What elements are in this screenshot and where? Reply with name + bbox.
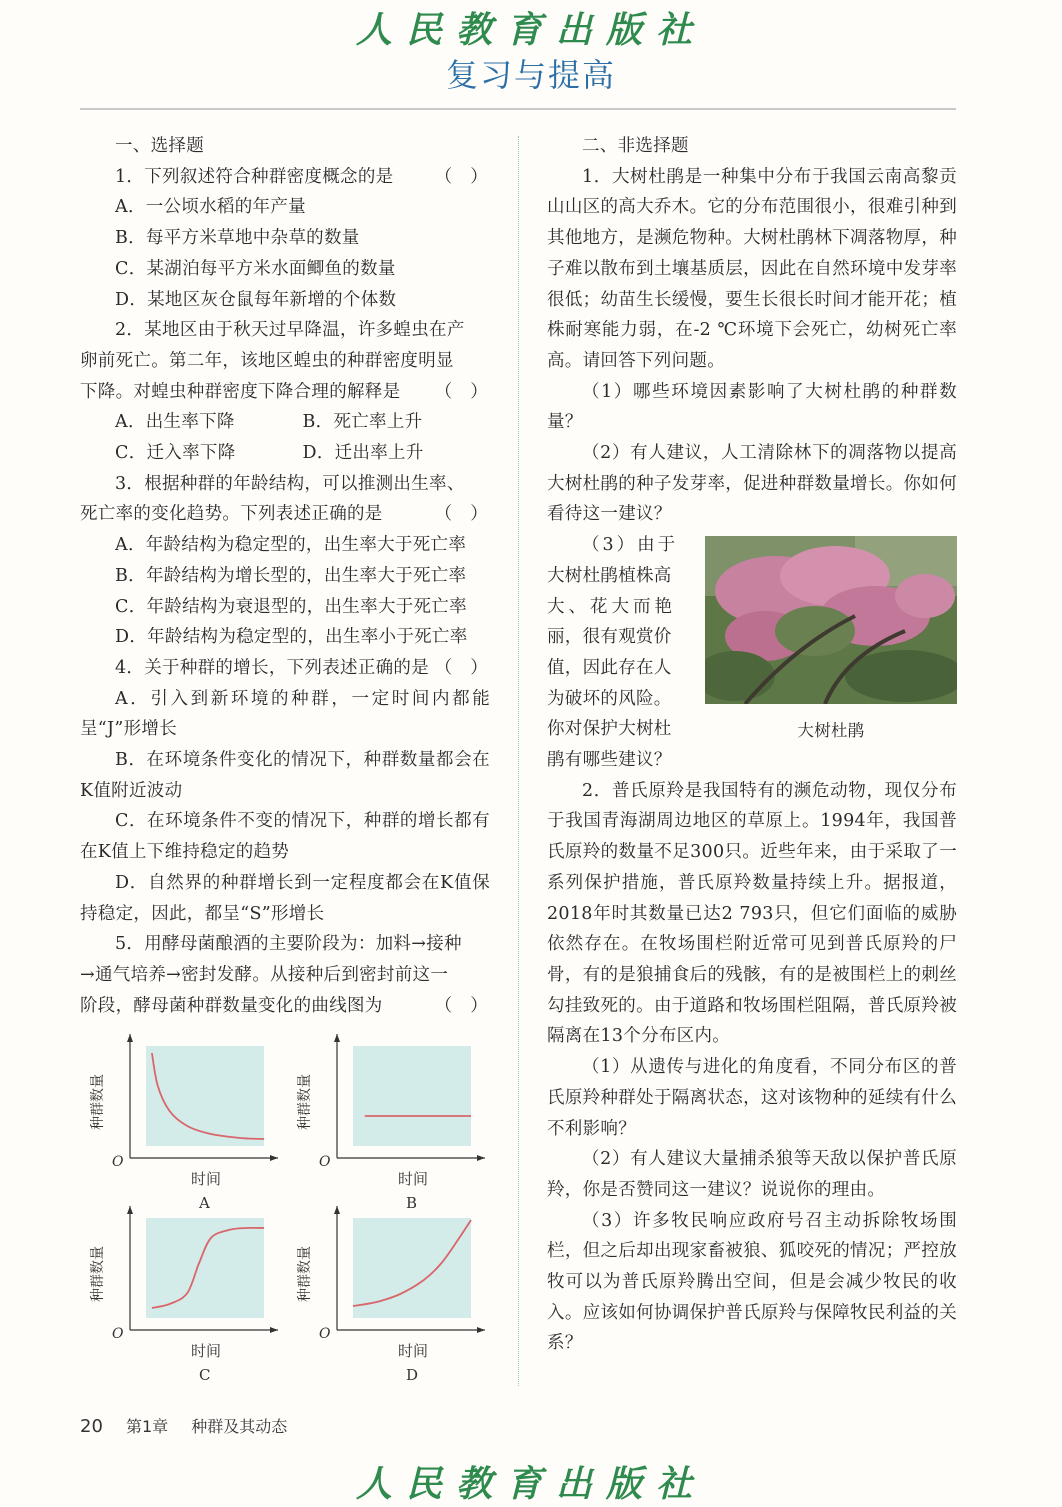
y-axis-label: 种群数量 — [90, 1246, 106, 1302]
r-q1-intro: 1．大树杜鹃是一种集中分布于我国云南高黎贡山山区的高大乔木。它的分布范围很小，很难引种到其他地方，是濒危物种。大树杜鹃林下凋落物厚，种子难以散布到土壤基质层，因此在自然环境中发芽率很低；幼苗生长缓慢，要生长很长时间才能开花；植株耐寒能力弱，在-2 ℃环境下会死亡，幼树死亡率高。请回答下列问题。 — [547, 166, 957, 371]
section-heading-nonchoice: 二、非选择题 — [582, 136, 689, 156]
chart-b — [293, 1030, 493, 1210]
x-axis-label: 时间 — [191, 1342, 222, 1360]
chart-c — [86, 1202, 286, 1382]
y-axis-arrow — [334, 1206, 340, 1214]
r-q2-sub1: （1）从遗传与进化的角度看，不同分布区的普氏原羚种群处于隔离状态，这对该物种的延续有什么不利影响？ — [547, 1057, 957, 1139]
chart-b-svg — [293, 1030, 493, 1210]
y-axis-label: 种群数量 — [90, 1074, 106, 1130]
q4-option-c: C．在环境条件不变的情况下，种群的增长都有在K值上下维持稳定的趋势 — [80, 811, 490, 863]
rhododendron-photo — [705, 536, 957, 704]
question-4-stem — [80, 653, 490, 684]
answer-paren: （ ） — [434, 995, 488, 1016]
q1-option-b: B．每平方米草地中杂草的数量 — [115, 228, 360, 249]
r-q1-sub1: （1）哪些环境因素影响了大树杜鹃的种群数量？ — [547, 381, 957, 433]
chart-a-svg — [86, 1030, 286, 1210]
question-3-stem-line1: 3．根据种群的年龄结构，可以推测出生率、 — [115, 473, 465, 494]
chart-plot-area — [353, 1046, 471, 1146]
r-q1-sub3-line: （3）由于 — [582, 535, 679, 556]
q3-option-c: C．年龄结构为衰退型的，出生率大于死亡率 — [115, 596, 467, 617]
origin-label: O — [319, 1154, 331, 1170]
page-number: 20 — [80, 1416, 103, 1437]
q2-option-c: C．迁入率下降 — [115, 443, 236, 464]
origin-label: O — [112, 1326, 124, 1342]
question-text: 死亡率的变化趋势。下列表述正确的是 — [80, 504, 383, 525]
publisher-logo-top: 人民教育出版社 — [355, 9, 706, 51]
q2-option-d: D．迁出率上升 — [302, 443, 424, 464]
y-axis-arrow — [127, 1034, 133, 1042]
r-q1-sub2: （2）有人建议，人工清除林下的凋落物以提高大树杜鹃的种子发芽率，促进种群数量增长。你如何看待这一建议？ — [547, 443, 957, 525]
section-heading-choice: 一、选择题 — [115, 136, 204, 156]
question-5-stem-line3 — [80, 991, 490, 1022]
q3-option-d: D．年龄结构为稳定型的，出生率小于死亡率 — [115, 627, 468, 648]
origin-label: O — [319, 1326, 331, 1342]
chart-d — [293, 1202, 493, 1382]
r-q1-sub3-tail: 鹃有哪些建议？ — [547, 750, 672, 771]
question-text: 4．关于种群的增长，下列表述正确的是 — [115, 657, 430, 678]
chart-a — [86, 1030, 286, 1210]
question-2-stem-line2: 卵前死亡。第二年，该地区蝗虫的种群密度明显 — [80, 350, 454, 371]
r-q1-sub3-line: 丽，很有观赏价 — [547, 627, 672, 648]
answer-paren: （ ） — [434, 657, 488, 678]
question-3-stem-line2 — [80, 499, 490, 530]
photo-caption: 大树杜鹃 — [797, 721, 865, 741]
x-axis-arrow — [477, 1155, 485, 1161]
chart-letter-label: C — [199, 1366, 211, 1384]
r-q1-sub3-line: 值，因此存在人 — [547, 657, 672, 678]
question-5-stem-line1: 5．用酵母菌酿酒的主要阶段为：加料→接种 — [115, 934, 462, 955]
y-axis-arrow — [127, 1206, 133, 1214]
question-2-stem-line1: 2．某地区由于秋天过早降温，许多蝗虫在产 — [115, 320, 465, 341]
x-axis-arrow — [270, 1155, 278, 1161]
q4-option-b: B．在环境条件变化的情况下，种群数量都会在K值附近波动 — [80, 750, 490, 801]
y-axis-label: 种群数量 — [297, 1074, 313, 1130]
rhododendron-photo-figure — [705, 536, 957, 747]
r-q1-sub3-line: 为破坏的风险。 — [547, 688, 672, 709]
x-axis-arrow — [270, 1327, 278, 1333]
answer-paren: （ ） — [434, 504, 488, 525]
q1-option-d: D．某地区灰仓鼠每年新增的个体数 — [115, 289, 397, 310]
chart-plot-area — [146, 1046, 264, 1146]
left-column — [80, 131, 490, 1021]
r-q1-sub3-text — [547, 530, 683, 745]
question-text: 下降。对蝗虫种群密度下降合理的解释是 — [80, 381, 401, 402]
q3-option-b: B．年龄结构为增长型的，出生率大于死亡率 — [115, 565, 467, 586]
r-q1-sub3-line: 大树杜鹃植株高 — [547, 565, 672, 586]
q1-option-c: C．某湖泊每平方米水面鲫鱼的数量 — [115, 258, 396, 279]
page-footer — [80, 1414, 287, 1437]
r-q2-sub2: （2）有人建议大量捕杀狼等天敌以保护普氏原羚，你是否赞同这一建议？说说你的理由。 — [547, 1149, 957, 1200]
title-rule — [80, 108, 956, 110]
chapter-label: 第1章 — [126, 1417, 169, 1436]
r-q1-sub3-line: 大、花大而艳 — [547, 596, 676, 617]
q2-options-row1 — [80, 407, 490, 438]
origin-label: O — [112, 1154, 124, 1170]
q2-option-b: B．死亡率上升 — [302, 412, 423, 433]
r-q1-sub3-line: 你对保护大树杜 — [547, 719, 672, 740]
q4-option-d: D．自然界的种群增长到一定程度都会在K值保持稳定，因此，都呈“S”形增长 — [80, 872, 490, 924]
page-title: 复习与提高 — [445, 56, 616, 94]
r-q2-sub3: （3）许多牧民响应政府号召主动拆除牧场围栏，但之后却出现家畜被狼、狐咬死的情况；严控放牧可以为普氏原羚腾出空间，但是会减少牧民的收入。应该如何协调保护普氏原羚与保障牧民利益的关系？ — [547, 1210, 957, 1354]
chart-c-svg — [86, 1202, 286, 1382]
question-5-stem-line2: →通气培养→密封发酵。从接种后到密封前这一 — [80, 964, 449, 985]
x-axis-arrow — [477, 1327, 485, 1333]
publisher-logo-bottom: 人民教育出版社 — [355, 1463, 706, 1505]
x-axis-label: 时间 — [398, 1342, 429, 1360]
x-axis-label: 时间 — [398, 1170, 429, 1188]
question-text: 阶段，酵母菌种群数量变化的曲线图为 — [80, 995, 383, 1016]
population-curve-charts — [86, 1030, 486, 1390]
q1-option-a: A．一公顷水稻的年产量 — [115, 197, 306, 218]
q2-option-a: A．出生率下降 — [115, 412, 235, 433]
chapter-title: 种群及其动态 — [191, 1417, 288, 1436]
q3-option-a: A．年龄结构为稳定型的，出生率大于死亡率 — [115, 535, 467, 556]
r-q2-intro: 2．普氏原羚是我国特有的濒危动物，现仅分布于我国青海湖周边地区的草原上。1994年，我国普氏原羚的数量不足300只。近些年来，由于采取了一系列保护措施，普氏原羚数量持续上升。据报道，2018年时其数量已达2 793只，但它们面临的威胁依然存在。在牧场围栏附近常可见到普氏原羚的尸骨，有的是狼捕食后的残骸，有的是被围栏上的刺丝勾挂致死的。由于道路和牧场围栏阻隔，普氏原羚被隔离在13个分布区内。 — [547, 780, 957, 1047]
chart-plot-area — [146, 1218, 264, 1318]
right-column — [547, 131, 957, 1359]
chart-letter-label: B — [406, 1194, 418, 1212]
q4-option-a: A．引入到新环境的种群，一定时间内都能呈“J”形增长 — [80, 688, 490, 740]
column-divider — [518, 136, 519, 1386]
answer-paren: （ ） — [434, 381, 488, 402]
answer-paren: （ ） — [434, 166, 488, 187]
question-2-stem-line3 — [80, 377, 490, 408]
question-text: 1．下列叙述符合种群密度概念的是 — [115, 166, 394, 187]
chart-d-svg — [293, 1202, 493, 1382]
x-axis-label: 时间 — [191, 1170, 222, 1188]
r-q1-sub3-block — [547, 530, 957, 745]
chart-letter-label: D — [406, 1366, 419, 1384]
y-axis-label: 种群数量 — [297, 1246, 313, 1302]
q2-options-row2 — [80, 438, 490, 469]
question-1-stem — [80, 162, 490, 193]
y-axis-arrow — [334, 1034, 340, 1042]
chart-letter-label: A — [199, 1194, 210, 1212]
